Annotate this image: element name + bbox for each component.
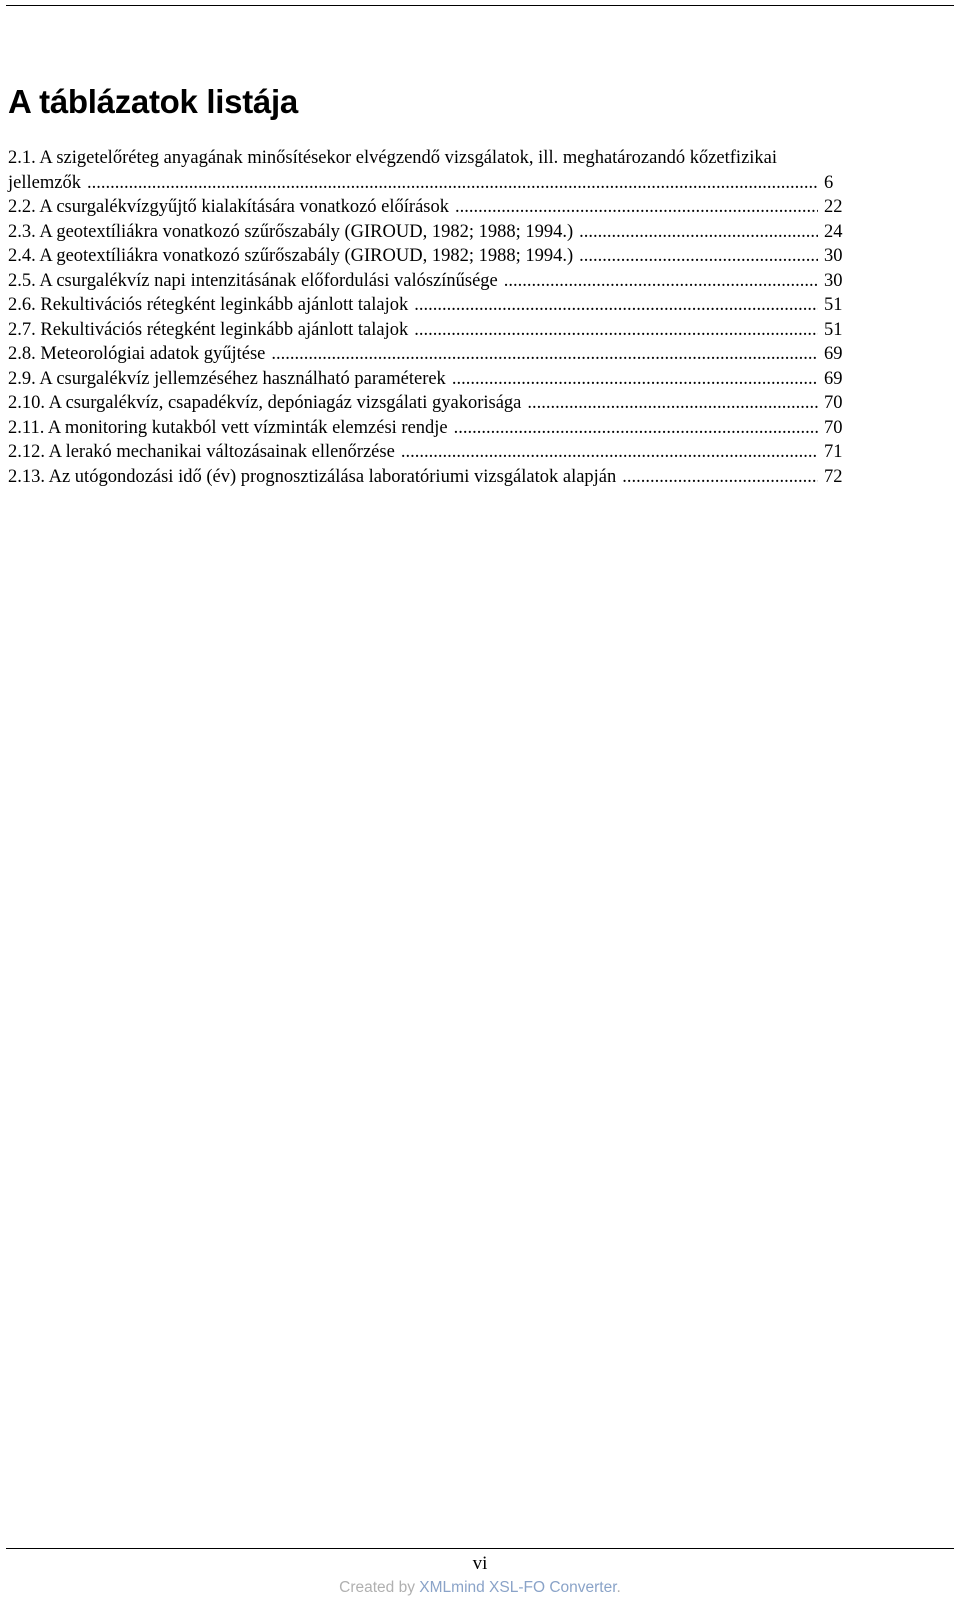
toc-entry[interactable] xyxy=(8,269,864,294)
toc-entry-page[interactable]: 51 xyxy=(824,319,843,340)
converter-link[interactable]: XMLmind XSL-FO Converter xyxy=(419,1579,617,1596)
toc-entry-title[interactable]: 2.13. Az utógondozási idő (év) prognosztizálása laboratóriumi vizsgálatok alapján xyxy=(8,466,617,487)
toc-entry-title[interactable]: 2.7. Rekultivációs rétegként leginkább ajánlott talajok xyxy=(8,319,409,340)
page-title: A táblázatok listája xyxy=(8,83,298,120)
dot-leader xyxy=(87,171,818,196)
toc-entry[interactable] xyxy=(8,440,864,465)
dot-leader xyxy=(414,318,818,343)
toc-entry[interactable] xyxy=(8,318,864,343)
toc-entry-title[interactable]: 2.4. A geotextíliákra vonatkozó szűrőszabály (GIROUD, 1982; 1988; 1994.) xyxy=(8,246,574,266)
toc-entry-line: 2.1. A szigetelőréteg anyagának minősítésekor elvégzendő vizsgálatok, ill. meghatározandó kőzetfizikai xyxy=(8,148,778,168)
toc-entry-title[interactable]: 2.8. Meteorológiai adatok gyűjtése xyxy=(8,344,266,364)
toc-entry[interactable] xyxy=(8,391,864,416)
toc-entry-title[interactable]: 2.6. Rekultivációs rétegként leginkább ajánlott talajok xyxy=(8,295,409,315)
toc-entry[interactable] xyxy=(8,293,864,318)
toc-entry-page[interactable]: 22 xyxy=(824,197,843,217)
dot-leader xyxy=(579,244,818,269)
toc-entry-page[interactable]: 69 xyxy=(824,344,843,364)
toc-entry[interactable] xyxy=(8,367,864,392)
toc-entry-page[interactable]: 6 xyxy=(824,172,834,193)
credit-prefix: Created by xyxy=(339,1579,420,1596)
toc-entry-title[interactable]: 2.10. A csurgalékvíz, csapadékvíz, depóniagáz vizsgálati gyakorisága xyxy=(8,393,522,413)
toc-entry-page[interactable]: 70 xyxy=(824,393,843,413)
toc-entry-title[interactable]: 2.2. A csurgalékvízgyűjtő kialakítására vonatkozó előírások xyxy=(8,197,449,217)
dot-leader xyxy=(455,195,818,220)
converter-credit xyxy=(0,1578,960,1598)
toc-entry-page[interactable]: 71 xyxy=(824,442,843,462)
toc-entry-title[interactable]: 2.11. A monitoring kutakból vett vízminták elemzési rendje xyxy=(8,417,448,438)
toc-entry-page[interactable]: 24 xyxy=(824,221,843,242)
header-rule xyxy=(6,5,954,6)
toc-entry-page[interactable]: 30 xyxy=(824,246,843,266)
credit-suffix: . xyxy=(616,1579,621,1596)
toc-entry[interactable] xyxy=(8,244,864,269)
dot-leader xyxy=(454,416,818,441)
dot-leader xyxy=(271,342,818,367)
dot-leader xyxy=(527,391,818,416)
toc-entry-title[interactable]: 2.9. A csurgalékvíz jellemzéséhez használható paraméterek xyxy=(8,368,446,389)
page-number: vi xyxy=(472,1553,488,1574)
footer-rule xyxy=(6,1548,954,1549)
table-list xyxy=(8,146,864,489)
toc-entry[interactable] xyxy=(8,220,864,245)
toc-entry[interactable] xyxy=(8,195,864,220)
toc-entry-page[interactable]: 72 xyxy=(824,466,843,487)
toc-entry-page[interactable]: 69 xyxy=(824,368,843,389)
toc-entry[interactable] xyxy=(8,465,864,490)
dot-leader xyxy=(504,269,818,294)
toc-entry-title[interactable]: 2.5. A csurgalékvíz napi intenzitásának előfordulási valószínűsége xyxy=(8,270,498,291)
toc-entry-title[interactable]: jellemzők xyxy=(8,172,81,193)
dot-leader xyxy=(401,440,818,465)
toc-entry[interactable] xyxy=(8,416,864,441)
toc-entry-title[interactable]: 2.3. A geotextíliákra vonatkozó szűrőszabály (GIROUD, 1982; 1988; 1994.) xyxy=(8,221,574,242)
dot-leader xyxy=(414,293,818,318)
toc-entry[interactable] xyxy=(8,342,864,367)
dot-leader xyxy=(452,367,818,392)
dot-leader xyxy=(579,220,818,245)
toc-entry-page[interactable]: 51 xyxy=(824,295,843,315)
dot-leader xyxy=(622,465,818,490)
toc-entry-page[interactable]: 70 xyxy=(824,417,843,438)
toc-entry[interactable] xyxy=(8,171,864,196)
toc-entry-page[interactable]: 30 xyxy=(824,270,843,291)
toc-entry-title[interactable]: 2.12. A lerakó mechanikai változásainak ellenőrzése xyxy=(8,442,395,462)
